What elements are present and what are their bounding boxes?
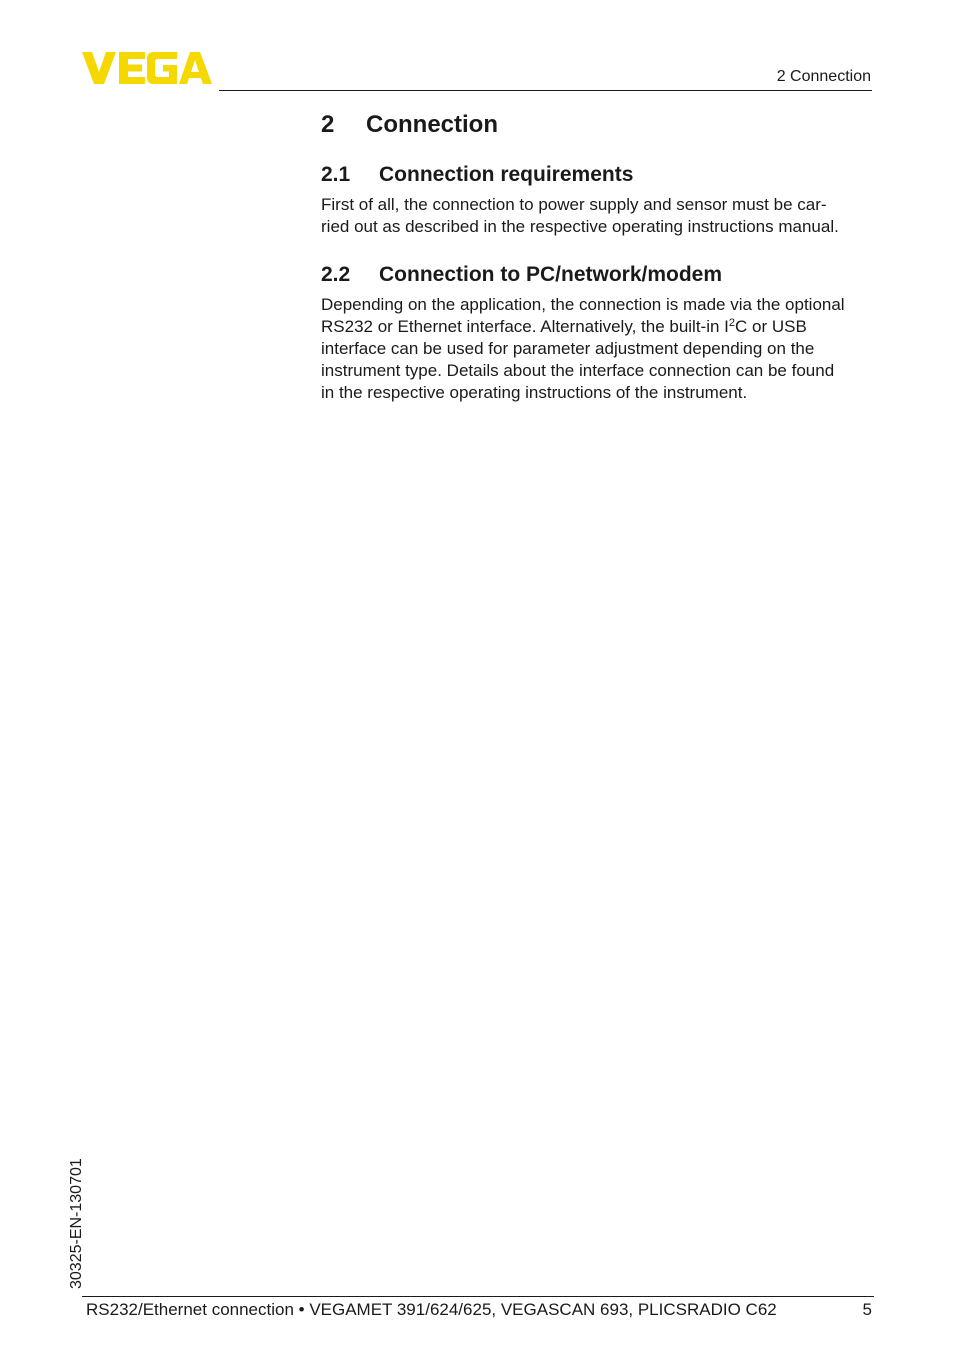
document-id: 30325-EN-130701 xyxy=(68,1158,85,1289)
body-line: interface can be used for parameter adjustment depending on the xyxy=(321,339,815,358)
header-rule xyxy=(219,90,872,91)
body-line: Depending on the application, the connection is made via the optional xyxy=(321,295,845,314)
section-number: 2.2 xyxy=(321,263,351,286)
chapter-number: 2 xyxy=(321,111,335,138)
body-text: RS232 or Ethernet interface. Alternatively, the built-in I xyxy=(321,317,729,336)
body-line xyxy=(321,316,881,338)
body-line: ried out as described in the respective operating instructions manual. xyxy=(321,217,839,236)
superscript: 2 xyxy=(728,317,736,329)
chapter-heading xyxy=(321,110,881,140)
running-header: 2 Connection xyxy=(776,68,871,85)
body-line: in the respective operating instructions of the instrument. xyxy=(321,383,748,402)
body-line: First of all, the connection to power supply and sensor must be car- xyxy=(321,195,827,214)
section-number: 2.1 xyxy=(321,163,351,186)
section-body-2-1 xyxy=(321,194,881,238)
section-heading-2-2 xyxy=(321,262,881,288)
footer-text: RS232/Ethernet connection • VEGAMET 391/624/625, VEGASCAN 693, PLICSRADIO C62 xyxy=(86,1300,777,1319)
chapter-title: Connection xyxy=(366,111,498,138)
section-heading-2-1 xyxy=(321,162,881,188)
section-body-2-2 xyxy=(321,294,881,404)
page-content xyxy=(321,110,881,428)
body-text: C or USB xyxy=(735,317,807,336)
body-line: instrument type. Details about the interface connection can be found xyxy=(321,361,835,380)
section-title: Connection to PC/network/modem xyxy=(379,263,723,286)
page-number: 5 xyxy=(862,1300,872,1319)
footer-rule xyxy=(82,1296,874,1297)
section-title: Connection requirements xyxy=(379,163,634,186)
vega-logo xyxy=(82,52,212,84)
